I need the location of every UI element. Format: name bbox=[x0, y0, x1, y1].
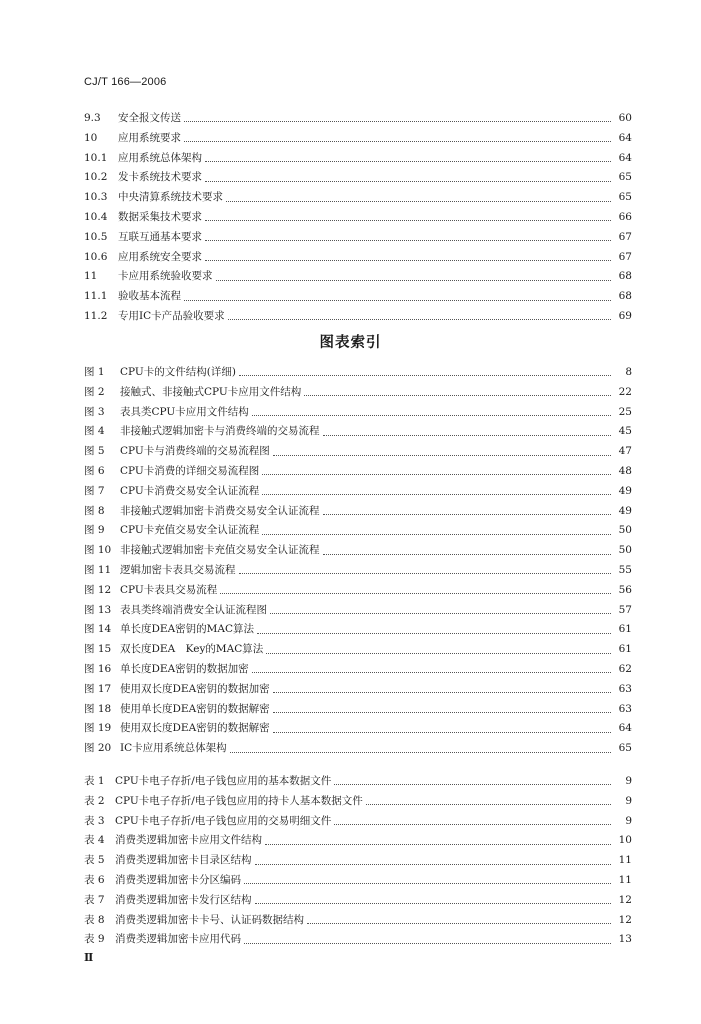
figure-entry-page: 64 bbox=[618, 722, 632, 735]
figure-entry-title: 接触式、非接触式CPU卡应用文件结构 bbox=[120, 385, 302, 398]
figure-entry-page: 61 bbox=[618, 623, 632, 636]
figure-entry bbox=[84, 403, 632, 423]
table-entry-page: 9 bbox=[625, 775, 632, 787]
toc-entry-title: 应用系统总体架构 bbox=[118, 151, 202, 164]
figure-entry-number: 图 10 bbox=[84, 544, 112, 557]
figure-entry-page: 49 bbox=[618, 484, 632, 497]
figure-entry-title: 双长度DEA Key的MAC算法 bbox=[120, 643, 264, 656]
figure-entry bbox=[84, 640, 632, 660]
figure-entry-title: 使用单长度DEA密钥的数据解密 bbox=[120, 702, 270, 715]
figure-entry bbox=[84, 581, 632, 601]
table-entry-number: 表 2 bbox=[84, 794, 105, 807]
toc-entry-title: 中央清算系统技术要求 bbox=[118, 191, 223, 204]
figure-entry-number: 图 8 bbox=[84, 504, 105, 517]
toc-entry-title: 发卡系统技术要求 bbox=[118, 171, 202, 184]
table-entry-title: 消费类逻辑加密卡卡号、认证码数据结构 bbox=[115, 913, 304, 926]
figure-entry bbox=[84, 660, 632, 680]
figure-entry-page: 61 bbox=[618, 643, 632, 656]
table-entry-number: 表 1 bbox=[84, 775, 105, 787]
toc-entry-number: 11.1 bbox=[84, 290, 108, 303]
table-entry-number: 表 5 bbox=[84, 854, 105, 867]
toc-entry-page: 65 bbox=[618, 171, 632, 184]
figure-entry-page: 25 bbox=[618, 405, 632, 418]
toc-entry bbox=[84, 208, 632, 228]
figure-entry-page: 47 bbox=[618, 445, 632, 458]
table-entry bbox=[84, 871, 632, 891]
figure-entry-title: CPU卡充值交易安全认证流程 bbox=[120, 524, 260, 537]
toc-entry bbox=[84, 129, 632, 149]
dot-leader bbox=[257, 633, 611, 634]
toc-entry-title: 数据采集技术要求 bbox=[118, 210, 202, 223]
figure-entry-number: 图 5 bbox=[84, 445, 105, 458]
table-entry-page: 13 bbox=[618, 933, 632, 946]
dot-leader bbox=[239, 573, 612, 574]
table-entry-title: 消费类逻辑加密卡应用文件结构 bbox=[115, 834, 262, 847]
figure-entry bbox=[84, 521, 632, 541]
dot-leader bbox=[216, 280, 612, 281]
table-entry-number: 表 7 bbox=[84, 893, 105, 906]
figure-entry-title: 非接触式逻辑加密卡消费交易安全认证流程 bbox=[120, 504, 320, 517]
figure-entry-number: 图 9 bbox=[84, 524, 105, 537]
toc-entry-number: 10.4 bbox=[84, 210, 108, 223]
dot-leader bbox=[252, 415, 611, 416]
figure-entry bbox=[84, 442, 632, 462]
figure-entry-number: 图 13 bbox=[84, 603, 112, 616]
figure-entry-page: 49 bbox=[618, 504, 632, 517]
figure-entry bbox=[84, 601, 632, 621]
toc-entry-title: 互联互通基本要求 bbox=[118, 230, 202, 243]
figure-entry-title: CPU卡的文件结构(详细) bbox=[120, 366, 236, 378]
toc-entry bbox=[84, 307, 632, 327]
dot-leader bbox=[262, 494, 611, 495]
figure-entry-number: 图 11 bbox=[84, 563, 112, 576]
dot-leader bbox=[304, 395, 611, 396]
dot-leader bbox=[184, 121, 611, 122]
figure-index-heading: 图表索引 bbox=[319, 335, 382, 351]
figure-entry-page: 50 bbox=[618, 544, 632, 557]
figure-entry-page: 57 bbox=[618, 603, 632, 616]
dot-leader bbox=[244, 943, 611, 944]
toc-entry bbox=[84, 287, 632, 307]
table-entry bbox=[84, 772, 632, 792]
figure-entry-page: 65 bbox=[618, 742, 632, 755]
figure-entry-number: 图 2 bbox=[84, 385, 105, 398]
figure-entry-page: 50 bbox=[618, 524, 632, 537]
dot-leader bbox=[273, 712, 611, 713]
figure-entry-title: CPU卡与消费终端的交易流程图 bbox=[120, 445, 270, 458]
toc-entry-title: 专用IC卡产品验收要求 bbox=[118, 309, 225, 322]
dot-leader bbox=[323, 514, 612, 515]
dot-leader bbox=[265, 844, 611, 845]
toc-entry bbox=[84, 248, 632, 268]
table-entry bbox=[84, 831, 632, 851]
dot-leader bbox=[273, 732, 611, 733]
dot-leader bbox=[262, 474, 611, 475]
dot-leader bbox=[205, 220, 611, 221]
figure-entry bbox=[84, 383, 632, 403]
figure-entry bbox=[84, 620, 632, 640]
dot-leader bbox=[252, 672, 611, 673]
figure-entry-page: 8 bbox=[625, 366, 632, 378]
figure-entry bbox=[84, 561, 632, 581]
figure-entry-page: 48 bbox=[618, 464, 632, 477]
table-entry-page: 12 bbox=[618, 893, 632, 906]
figure-entry-number: 图 3 bbox=[84, 405, 105, 418]
figure-entry-title: CPU卡消费的详细交易流程图 bbox=[120, 464, 260, 477]
toc-entry-number: 10.2 bbox=[84, 171, 108, 184]
dot-leader bbox=[184, 141, 611, 142]
dot-leader bbox=[273, 455, 611, 456]
dot-leader bbox=[307, 923, 611, 924]
figure-entry-page: 56 bbox=[618, 583, 632, 596]
toc-entry-page: 67 bbox=[618, 250, 632, 263]
dot-leader bbox=[266, 653, 611, 654]
toc-entry-page: 68 bbox=[618, 290, 632, 303]
figure-entry bbox=[84, 739, 632, 759]
figure-list bbox=[84, 363, 632, 759]
toc-entry-title: 应用系统安全要求 bbox=[118, 250, 202, 263]
table-entry bbox=[84, 911, 632, 931]
figure-entry bbox=[84, 462, 632, 482]
figure-entry-number: 图 1 bbox=[84, 366, 105, 378]
toc-entry-page: 69 bbox=[618, 309, 632, 322]
figure-entry-title: 表具类终端消费安全认证流程图 bbox=[120, 603, 267, 616]
dot-leader bbox=[205, 240, 611, 241]
figure-entry-title: CPU卡消费交易安全认证流程 bbox=[120, 484, 260, 497]
table-entry-number: 表 4 bbox=[84, 834, 105, 847]
dot-leader bbox=[184, 300, 611, 301]
figure-entry-title: 非接触式逻辑加密卡充值交易安全认证流程 bbox=[120, 544, 320, 557]
toc-entry-number: 10.1 bbox=[84, 151, 108, 164]
figure-entry bbox=[84, 363, 632, 383]
table-entry-page: 10 bbox=[618, 834, 632, 847]
table-entry-page: 9 bbox=[625, 794, 632, 807]
table-entry bbox=[84, 812, 632, 832]
figure-entry-title: 使用双长度DEA密钥的数据加密 bbox=[120, 682, 270, 695]
toc-entry-number: 11.2 bbox=[84, 309, 108, 322]
dot-leader bbox=[205, 161, 611, 162]
dot-leader bbox=[205, 260, 611, 261]
toc-entry-title: 验收基本流程 bbox=[118, 290, 181, 303]
table-entry bbox=[84, 930, 632, 950]
table-entry-title: CPU卡电子存折/电子钱包应用的交易明细文件 bbox=[115, 814, 332, 827]
dot-leader bbox=[226, 201, 611, 202]
figure-entry-title: 单长度DEA密钥的MAC算法 bbox=[120, 623, 255, 636]
figure-entry-number: 图 6 bbox=[84, 464, 105, 477]
figure-entry bbox=[84, 719, 632, 739]
toc-entry-page: 64 bbox=[618, 151, 632, 164]
toc-entry-number: 9.3 bbox=[84, 112, 101, 124]
toc-entry-page: 60 bbox=[618, 112, 632, 124]
toc-entry-page: 68 bbox=[618, 270, 632, 283]
figure-entry-number: 图 20 bbox=[84, 742, 112, 755]
figure-entry-title: 使用双长度DEA密钥的数据解密 bbox=[120, 722, 270, 735]
table-entry-page: 11 bbox=[618, 873, 632, 886]
figure-entry bbox=[84, 422, 632, 442]
table-entry-page: 12 bbox=[618, 913, 632, 926]
figure-entry bbox=[84, 502, 632, 522]
figure-entry-page: 55 bbox=[618, 563, 632, 576]
dot-leader bbox=[255, 903, 612, 904]
table-entry-title: 消费类逻辑加密卡分区编码 bbox=[115, 873, 241, 886]
table-entry-page: 9 bbox=[625, 814, 632, 827]
figure-entry bbox=[84, 700, 632, 720]
dot-leader bbox=[334, 824, 611, 825]
dot-leader bbox=[273, 692, 611, 693]
table-entry-title: CPU卡电子存折/电子钱包应用的基本数据文件 bbox=[115, 775, 332, 787]
table-list bbox=[84, 772, 632, 950]
toc-sections bbox=[84, 109, 632, 327]
table-entry-number: 表 9 bbox=[84, 933, 105, 946]
toc-entry bbox=[84, 188, 632, 208]
figure-entry-title: IC卡应用系统总体架构 bbox=[120, 742, 227, 755]
figure-entry bbox=[84, 482, 632, 502]
figure-entry-number: 图 17 bbox=[84, 682, 112, 695]
dot-leader bbox=[228, 319, 611, 320]
dot-leader bbox=[255, 864, 612, 865]
figure-entry-number: 图 4 bbox=[84, 425, 105, 438]
figure-entry-number: 图 16 bbox=[84, 662, 112, 675]
toc-entry-title: 应用系统要求 bbox=[118, 131, 181, 144]
table-entry-title: 消费类逻辑加密卡应用代码 bbox=[115, 933, 241, 946]
toc-entry-page: 65 bbox=[618, 191, 632, 204]
table-entry-title: CPU卡电子存折/电子钱包应用的持卡人基本数据文件 bbox=[115, 794, 363, 807]
figure-entry-title: 表具类CPU卡应用文件结构 bbox=[120, 405, 249, 418]
dot-leader bbox=[270, 613, 611, 614]
toc-entry-title: 卡应用系统验收要求 bbox=[118, 270, 213, 283]
figure-entry-page: 22 bbox=[618, 385, 632, 398]
figure-entry-page: 45 bbox=[618, 425, 632, 438]
toc-entry-number: 10 bbox=[84, 131, 98, 144]
table-entry-number: 表 6 bbox=[84, 873, 105, 886]
figure-entry-page: 62 bbox=[618, 662, 632, 675]
toc-entry-page: 64 bbox=[618, 131, 632, 144]
figure-entry bbox=[84, 541, 632, 561]
page-number: Ⅱ bbox=[84, 951, 94, 964]
table-entry bbox=[84, 851, 632, 871]
dot-leader bbox=[323, 554, 612, 555]
toc-entry-page: 66 bbox=[618, 210, 632, 223]
dot-leader bbox=[366, 804, 611, 805]
figure-entry-title: CPU卡表具交易流程 bbox=[120, 583, 218, 596]
standard-code: CJ/T 166—2006 bbox=[84, 76, 167, 88]
figure-entry-number: 图 15 bbox=[84, 643, 112, 656]
toc-entry bbox=[84, 109, 632, 129]
table-entry-title: 消费类逻辑加密卡发行区结构 bbox=[115, 893, 252, 906]
table-entry-number: 表 3 bbox=[84, 814, 105, 827]
figure-entry-title: 单长度DEA密钥的数据加密 bbox=[120, 662, 249, 675]
toc-entry-number: 10.5 bbox=[84, 230, 108, 243]
toc-entry bbox=[84, 149, 632, 169]
toc-entry bbox=[84, 228, 632, 248]
toc-entry-title: 安全报文传送 bbox=[118, 112, 181, 124]
figure-entry-title: 逻辑加密卡表具交易流程 bbox=[120, 563, 236, 576]
figure-entry-number: 图 18 bbox=[84, 702, 112, 715]
dot-leader bbox=[239, 375, 611, 376]
figure-entry-number: 图 14 bbox=[84, 623, 112, 636]
table-entry bbox=[84, 891, 632, 911]
figure-entry-page: 63 bbox=[618, 682, 632, 695]
dot-leader bbox=[244, 883, 611, 884]
toc-entry-number: 10.3 bbox=[84, 191, 108, 204]
toc-entry bbox=[84, 267, 632, 287]
table-entry-title: 消费类逻辑加密卡目录区结构 bbox=[115, 854, 252, 867]
dot-leader bbox=[220, 593, 611, 594]
figure-entry-title: 非接触式逻辑加密卡与消费终端的交易流程 bbox=[120, 425, 320, 438]
figure-entry-number: 图 19 bbox=[84, 722, 112, 735]
dot-leader bbox=[205, 181, 611, 182]
figure-entry bbox=[84, 680, 632, 700]
figure-entry-number: 图 7 bbox=[84, 484, 105, 497]
toc-entry bbox=[84, 168, 632, 188]
dot-leader bbox=[262, 534, 611, 535]
figure-entry-number: 图 12 bbox=[84, 583, 112, 596]
dot-leader bbox=[230, 752, 611, 753]
table-entry-number: 表 8 bbox=[84, 913, 105, 926]
table-entry bbox=[84, 792, 632, 812]
dot-leader bbox=[334, 784, 611, 785]
table-entry-page: 11 bbox=[618, 854, 632, 867]
toc-entry-number: 10.6 bbox=[84, 250, 108, 263]
toc-entry-number: 11 bbox=[84, 270, 98, 283]
toc-entry-page: 67 bbox=[618, 230, 632, 243]
figure-entry-page: 63 bbox=[618, 702, 632, 715]
dot-leader bbox=[323, 435, 612, 436]
